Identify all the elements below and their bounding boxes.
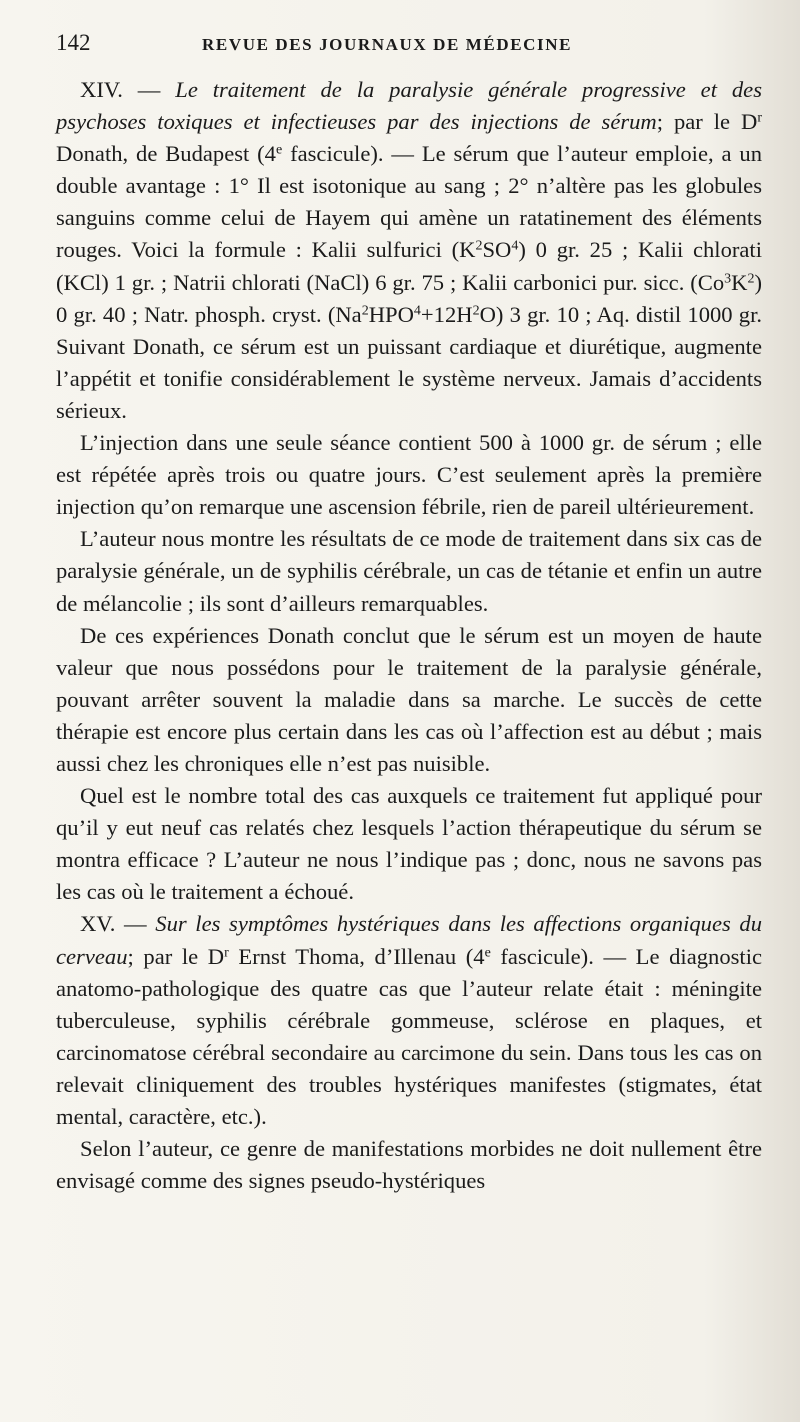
article-body	[56, 74, 762, 1197]
article-xiv-paragraph-2: L’injection dans une seule séance contient 500 à 1000 gr. de sérum ; elle est répétée après trois ou quatre jours. C’est seulement après la première injection qu’on remarque une ascension fébrile, rien de pareil ultérieurement.	[56, 430, 762, 520]
article-xiv-paragraph-5: Quel est le nombre total des cas auxquels ce traitement fut appliqué pour qu’il y eut neuf cas relatés chez lesquels l’action thérapeutique du sérum se montra efficace ? L’auteur ne nous l’indique pas ; donc, nous ne savons pas les cas où le traitement a échoué.	[56, 783, 762, 905]
page-number: 142	[56, 30, 91, 55]
article-xiv-paragraph-3: L’auteur nous montre les résultats de ce mode de traitement dans six cas de paralysie générale, un de syphilis cérébrale, un cas de tétanie et enfin un autre de mélancolie ; ils sont d’ailleurs remarquables.	[56, 526, 762, 616]
article-xv-title: Sur les symptômes hystériques dans les affections organiques du cerveau	[56, 911, 762, 969]
article-xv-numeral: XV.	[80, 911, 116, 937]
article-xiv-paragraph-4: De ces expériences Donath conclut que le sérum est un moyen de haute valeur que nous possédons pour le traitement de la paralysie générale, pouvant arrêter souvent la maladie dans sa marche. Le succès de cette thérapie est encore plus certain dans les cas où l’affection est au début ; mais aussi chez les chroniques elle n’est pas nuisible.	[56, 622, 762, 776]
journal-title: REVUE DES JOURNAUX DE MÉDECINE	[202, 35, 573, 54]
article-xv-paragraph-2: Selon l’auteur, ce genre de manifestations morbides ne doit nullement être envisagé comme des signes pseudo-hystériques	[56, 1136, 762, 1194]
article-xiv-title: Le traitement de la paralysie générale progressive et des psychoses toxiques et infectieuses par des injections de sérum	[56, 77, 762, 135]
running-head	[56, 30, 762, 70]
article-xiv-paragraph-1: XIV. — Le traitement de la paralysie générale progressive et des psychoses toxiques et infectieuses par des injections de sérum; par le $D^r$ Donath, de Budapest (4e fascicule). — Le sérum que l’auteur emploie, a un double avantage : 1° Il est isotonique au sang ; 2° n’altère pas les globules sanguins comme celui de Hayem qui amène un ratatinement des éléments rouges. Voici la formule : Kalii sulfurici $(K^2SO^4)$ 0 gr. 25 ; Kalii chlorati (KCl) 1 gr. ; Natrii chlorati (NaCl) 6 gr. 75 ; Kalii carbonici pur. sicc. $(Co^3K^2)$ 0 gr. 40 ; Natr. phosph. cryst. $(Na^2HPO^4+12H^2O)$ 3 gr. 10 ; Aq. distil 1000 gr. Suivant Donath, ce sérum est un puissant cardiaque et diurétique, augmente l’appétit et tonifie considérablement le système nerveux. Jamais d’accidents sérieux.	[56, 77, 763, 423]
article-xiv-numeral: XIV.	[80, 77, 123, 102]
article-xv-paragraph-1: XV. — Sur les symptômes hystériques dans les affections organiques du cerveau; par le $D^r$ Ernst Thoma, d’Illenau (4e fascicule). — Le diagnostic anatomo-pathologique des quatre cas que l’auteur relate était : méningite tuberculeuse, syphilis cérébrale gommeuse, sclérose en plaques, et carcinomatose cérébral secondaire au carcimone du sein. Dans tous les cas on relevait cliniquement des troubles hystériques manifestes (stigmates, état mental, caractère, etc.).	[56, 911, 762, 1129]
